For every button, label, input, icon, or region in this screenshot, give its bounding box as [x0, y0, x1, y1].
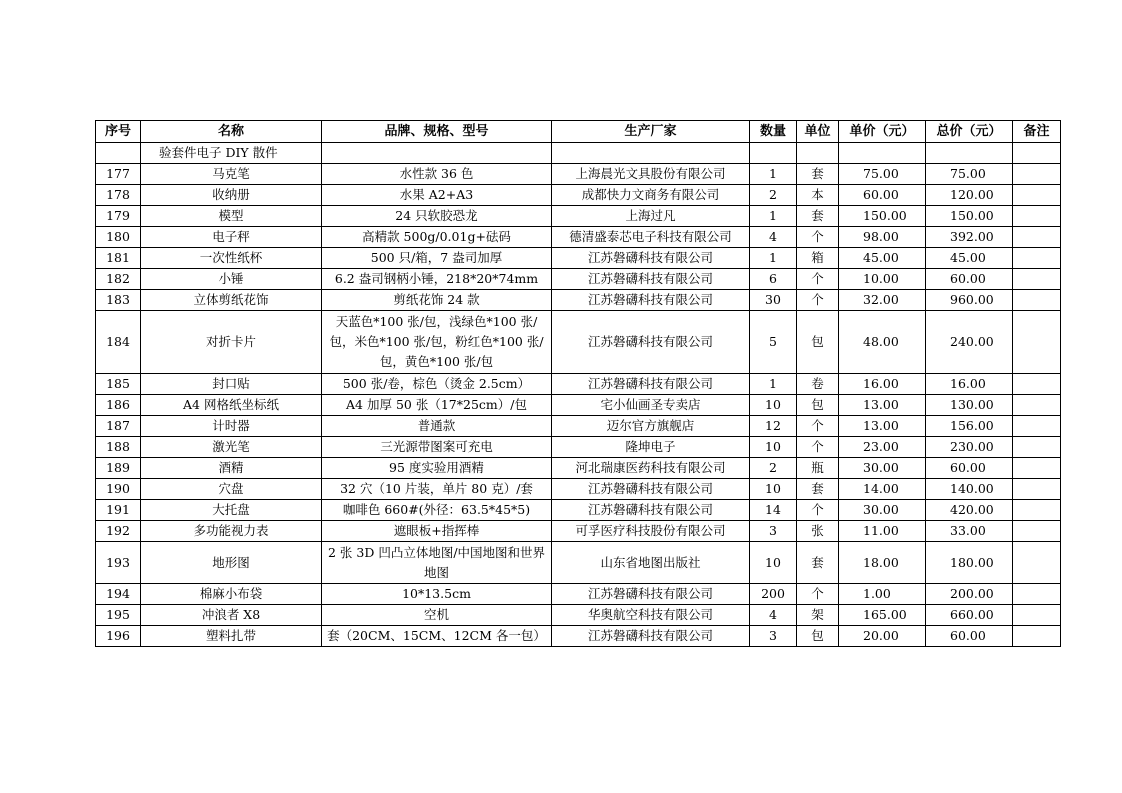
cell-name: 穴盘: [141, 479, 322, 500]
cell-total: 60.00: [926, 626, 1013, 647]
cell-maker: 华奥航空科技有限公司: [552, 605, 750, 626]
cell-price: 11.00: [839, 521, 926, 542]
cell-qty: 1: [750, 374, 797, 395]
cell-qty: 14: [750, 500, 797, 521]
cell-seq: 196: [96, 626, 141, 647]
cell-qty: 2: [750, 185, 797, 206]
cell-unit: 套: [797, 206, 839, 227]
cell-spec: 24 只软胶恐龙: [322, 206, 552, 227]
cell-maker: 宅小仙画圣专卖店: [552, 395, 750, 416]
cell-seq: 187: [96, 416, 141, 437]
cell-maker: 成都快力文商务有限公司: [552, 185, 750, 206]
cell-price: 75.00: [839, 164, 926, 185]
cell-name: A4 网格纸坐标纸: [141, 395, 322, 416]
cell-total: 230.00: [926, 437, 1013, 458]
cell-name: 对折卡片: [141, 311, 322, 374]
cell-qty: 5: [750, 311, 797, 374]
cell-seq: 194: [96, 584, 141, 605]
cell-unit: 个: [797, 500, 839, 521]
cell-qty: [750, 143, 797, 164]
cell-spec: A4 加厚 50 张（17*25cm）/包: [322, 395, 552, 416]
header-unit: 单位: [797, 121, 839, 143]
cell-spec: 空机: [322, 605, 552, 626]
cell-maker: 迈尔官方旗舰店: [552, 416, 750, 437]
cell-note: [1013, 290, 1061, 311]
cell-qty: 10: [750, 437, 797, 458]
cell-seq: 182: [96, 269, 141, 290]
cell-name: 验套件电子 DIY 散件: [141, 143, 322, 164]
cell-maker: 江苏磐礴科技有限公司: [552, 248, 750, 269]
cell-spec: [322, 143, 552, 164]
cell-unit: 张: [797, 521, 839, 542]
cell-spec: 95 度实验用酒精: [322, 458, 552, 479]
cell-spec: 水性款 36 色: [322, 164, 552, 185]
cell-note: [1013, 248, 1061, 269]
cell-price: 30.00: [839, 500, 926, 521]
cell-qty: 1: [750, 248, 797, 269]
cell-unit: 包: [797, 626, 839, 647]
cell-price: 18.00: [839, 542, 926, 584]
cell-maker: 隆坤电子: [552, 437, 750, 458]
cell-qty: 10: [750, 479, 797, 500]
table-row: [96, 521, 1061, 542]
cell-total: 156.00: [926, 416, 1013, 437]
cell-unit: 包: [797, 311, 839, 374]
cell-total: [926, 143, 1013, 164]
cell-name: 多功能视力表: [141, 521, 322, 542]
cell-total: 392.00: [926, 227, 1013, 248]
cell-name: 大托盘: [141, 500, 322, 521]
cell-price: 1.00: [839, 584, 926, 605]
cell-name: 棉麻小布袋: [141, 584, 322, 605]
cell-name: 塑料扎带: [141, 626, 322, 647]
cell-price: 60.00: [839, 185, 926, 206]
table-row: [96, 227, 1061, 248]
table-row: [96, 500, 1061, 521]
cell-total: 150.00: [926, 206, 1013, 227]
table-row: [96, 479, 1061, 500]
cell-total: 960.00: [926, 290, 1013, 311]
cell-qty: 6: [750, 269, 797, 290]
header-row: [96, 121, 1061, 143]
cell-name: 模型: [141, 206, 322, 227]
cell-seq: 177: [96, 164, 141, 185]
cell-seq: 189: [96, 458, 141, 479]
cell-price: [839, 143, 926, 164]
equipment-price-table: [95, 120, 1061, 647]
cell-maker: 山东省地图出版社: [552, 542, 750, 584]
table-row: [96, 248, 1061, 269]
cell-qty: 12: [750, 416, 797, 437]
cell-name: 封口贴: [141, 374, 322, 395]
cell-note: [1013, 479, 1061, 500]
cell-seq: 193: [96, 542, 141, 584]
table-body: [96, 143, 1061, 647]
cell-unit: 套: [797, 164, 839, 185]
table-row: [96, 458, 1061, 479]
table-row: [96, 374, 1061, 395]
cell-seq: 195: [96, 605, 141, 626]
cell-seq: 178: [96, 185, 141, 206]
cell-note: [1013, 416, 1061, 437]
cell-note: [1013, 437, 1061, 458]
cell-unit: 个: [797, 227, 839, 248]
cell-name: 马克笔: [141, 164, 322, 185]
cell-spec: 32 穴（10 片装，单片 80 克）/套: [322, 479, 552, 500]
cell-price: 10.00: [839, 269, 926, 290]
cell-seq: 190: [96, 479, 141, 500]
cell-maker: 江苏磐礴科技有限公司: [552, 311, 750, 374]
cell-qty: 4: [750, 605, 797, 626]
cell-note: [1013, 395, 1061, 416]
continuation-row: [96, 143, 1061, 164]
cell-qty: 10: [750, 395, 797, 416]
cell-maker: [552, 143, 750, 164]
cell-note: [1013, 227, 1061, 248]
cell-seq: 188: [96, 437, 141, 458]
cell-qty: 3: [750, 626, 797, 647]
cell-spec: 6.2 盎司钢柄小锤，218*20*74mm: [322, 269, 552, 290]
cell-unit: 个: [797, 584, 839, 605]
cell-maker: 江苏磐礴科技有限公司: [552, 500, 750, 521]
cell-spec: 天蓝色*100 张/包，浅绿色*100 张/包，米色*100 张/包，粉红色*100 张/包，黄色*100 张/包: [322, 311, 552, 374]
cell-maker: 上海晨光文具股份有限公司: [552, 164, 750, 185]
cell-name: 冲浪者 X8: [141, 605, 322, 626]
cell-spec: 高精款 500g/0.01g+砝码: [322, 227, 552, 248]
cell-note: [1013, 626, 1061, 647]
cell-seq: 181: [96, 248, 141, 269]
cell-spec: 咖啡色 660#(外径：63.5*45*5): [322, 500, 552, 521]
cell-unit: 个: [797, 416, 839, 437]
header-spec: 品牌、规格、型号: [322, 121, 552, 143]
cell-unit: 卷: [797, 374, 839, 395]
header-total: 总价（元）: [926, 121, 1013, 143]
cell-spec: 遮眼板+指挥棒: [322, 521, 552, 542]
cell-note: [1013, 500, 1061, 521]
cell-note: [1013, 311, 1061, 374]
cell-total: 60.00: [926, 269, 1013, 290]
cell-note: [1013, 521, 1061, 542]
cell-seq: 191: [96, 500, 141, 521]
cell-spec: 三光源带图案可充电: [322, 437, 552, 458]
cell-name: 立体剪纸花饰: [141, 290, 322, 311]
table-row: [96, 185, 1061, 206]
cell-maker: 江苏磐礴科技有限公司: [552, 479, 750, 500]
cell-seq: 186: [96, 395, 141, 416]
cell-unit: 个: [797, 437, 839, 458]
cell-price: 13.00: [839, 395, 926, 416]
cell-note: [1013, 458, 1061, 479]
cell-total: 240.00: [926, 311, 1013, 374]
cell-seq: 179: [96, 206, 141, 227]
cell-seq: 192: [96, 521, 141, 542]
cell-note: [1013, 542, 1061, 584]
table-row: [96, 269, 1061, 290]
header-qty: 数量: [750, 121, 797, 143]
header-maker: 生产厂家: [552, 121, 750, 143]
cell-qty: 10: [750, 542, 797, 584]
cell-qty: 3: [750, 521, 797, 542]
cell-name: 收纳册: [141, 185, 322, 206]
cell-note: [1013, 164, 1061, 185]
cell-seq: 184: [96, 311, 141, 374]
cell-total: 120.00: [926, 185, 1013, 206]
header-price: 单价（元）: [839, 121, 926, 143]
table-row: [96, 542, 1061, 584]
cell-note: [1013, 584, 1061, 605]
cell-spec: 500 只/箱，7 盎司加厚: [322, 248, 552, 269]
cell-total: 180.00: [926, 542, 1013, 584]
cell-qty: 1: [750, 164, 797, 185]
cell-unit: 套: [797, 542, 839, 584]
table-row: [96, 290, 1061, 311]
cell-maker: 江苏磐礴科技有限公司: [552, 269, 750, 290]
cell-total: 660.00: [926, 605, 1013, 626]
cell-price: 150.00: [839, 206, 926, 227]
cell-unit: 箱: [797, 248, 839, 269]
cell-total: 420.00: [926, 500, 1013, 521]
cell-seq: 180: [96, 227, 141, 248]
cell-qty: 1: [750, 206, 797, 227]
cell-maker: 江苏磐礴科技有限公司: [552, 584, 750, 605]
header-name: 名称: [141, 121, 322, 143]
cell-spec: 套（20CM、15CM、12CM 各一包）: [322, 626, 552, 647]
cell-name: 地形图: [141, 542, 322, 584]
cell-total: 130.00: [926, 395, 1013, 416]
cell-name: 酒精: [141, 458, 322, 479]
cell-name: 小锤: [141, 269, 322, 290]
cell-seq: [96, 143, 141, 164]
cell-qty: 30: [750, 290, 797, 311]
cell-total: 75.00: [926, 164, 1013, 185]
cell-price: 20.00: [839, 626, 926, 647]
cell-price: 13.00: [839, 416, 926, 437]
cell-maker: 上海过凡: [552, 206, 750, 227]
cell-total: 60.00: [926, 458, 1013, 479]
cell-note: [1013, 269, 1061, 290]
cell-maker: 河北瑞康医药科技有限公司: [552, 458, 750, 479]
cell-spec: 普通款: [322, 416, 552, 437]
cell-total: 200.00: [926, 584, 1013, 605]
cell-spec: 剪纸花饰 24 款: [322, 290, 552, 311]
cell-total: 140.00: [926, 479, 1013, 500]
header-seq: 序号: [96, 121, 141, 143]
table-row: [96, 164, 1061, 185]
cell-note: [1013, 374, 1061, 395]
cell-qty: 4: [750, 227, 797, 248]
cell-total: 16.00: [926, 374, 1013, 395]
table-row: [96, 584, 1061, 605]
cell-total: 33.00: [926, 521, 1013, 542]
cell-price: 48.00: [839, 311, 926, 374]
cell-maker: 可孚医疗科技股份有限公司: [552, 521, 750, 542]
cell-name: 计时器: [141, 416, 322, 437]
table-row: [96, 605, 1061, 626]
cell-unit: 套: [797, 479, 839, 500]
table-row: [96, 626, 1061, 647]
table-row: [96, 437, 1061, 458]
cell-seq: 183: [96, 290, 141, 311]
cell-spec: 2 张 3D 凹凸立体地图/中国地图和世界地图: [322, 542, 552, 584]
cell-note: [1013, 605, 1061, 626]
cell-name: 激光笔: [141, 437, 322, 458]
cell-unit: 本: [797, 185, 839, 206]
cell-price: 32.00: [839, 290, 926, 311]
header-note: 备注: [1013, 121, 1061, 143]
cell-name: 一次性纸杯: [141, 248, 322, 269]
cell-maker: 江苏磐礴科技有限公司: [552, 626, 750, 647]
cell-qty: 200: [750, 584, 797, 605]
cell-unit: [797, 143, 839, 164]
cell-note: [1013, 185, 1061, 206]
table-row: [96, 311, 1061, 374]
cell-price: 14.00: [839, 479, 926, 500]
cell-qty: 2: [750, 458, 797, 479]
cell-unit: 瓶: [797, 458, 839, 479]
cell-maker: 江苏磐礴科技有限公司: [552, 290, 750, 311]
cell-price: 23.00: [839, 437, 926, 458]
cell-price: 30.00: [839, 458, 926, 479]
cell-unit: 包: [797, 395, 839, 416]
cell-total: 45.00: [926, 248, 1013, 269]
cell-maker: 德清盛泰芯电子科技有限公司: [552, 227, 750, 248]
table-row: [96, 206, 1061, 227]
cell-unit: 个: [797, 269, 839, 290]
cell-price: 16.00: [839, 374, 926, 395]
table-row: [96, 416, 1061, 437]
cell-note: [1013, 143, 1061, 164]
cell-spec: 500 张/卷，棕色（烫金 2.5cm）: [322, 374, 552, 395]
cell-name: 电子秤: [141, 227, 322, 248]
cell-note: [1013, 206, 1061, 227]
cell-unit: 架: [797, 605, 839, 626]
cell-price: 98.00: [839, 227, 926, 248]
cell-unit: 个: [797, 290, 839, 311]
cell-seq: 185: [96, 374, 141, 395]
cell-spec: 水果 A2+A3: [322, 185, 552, 206]
cell-spec: 10*13.5cm: [322, 584, 552, 605]
cell-maker: 江苏磐礴科技有限公司: [552, 374, 750, 395]
table-row: [96, 395, 1061, 416]
cell-price: 165.00: [839, 605, 926, 626]
cell-price: 45.00: [839, 248, 926, 269]
